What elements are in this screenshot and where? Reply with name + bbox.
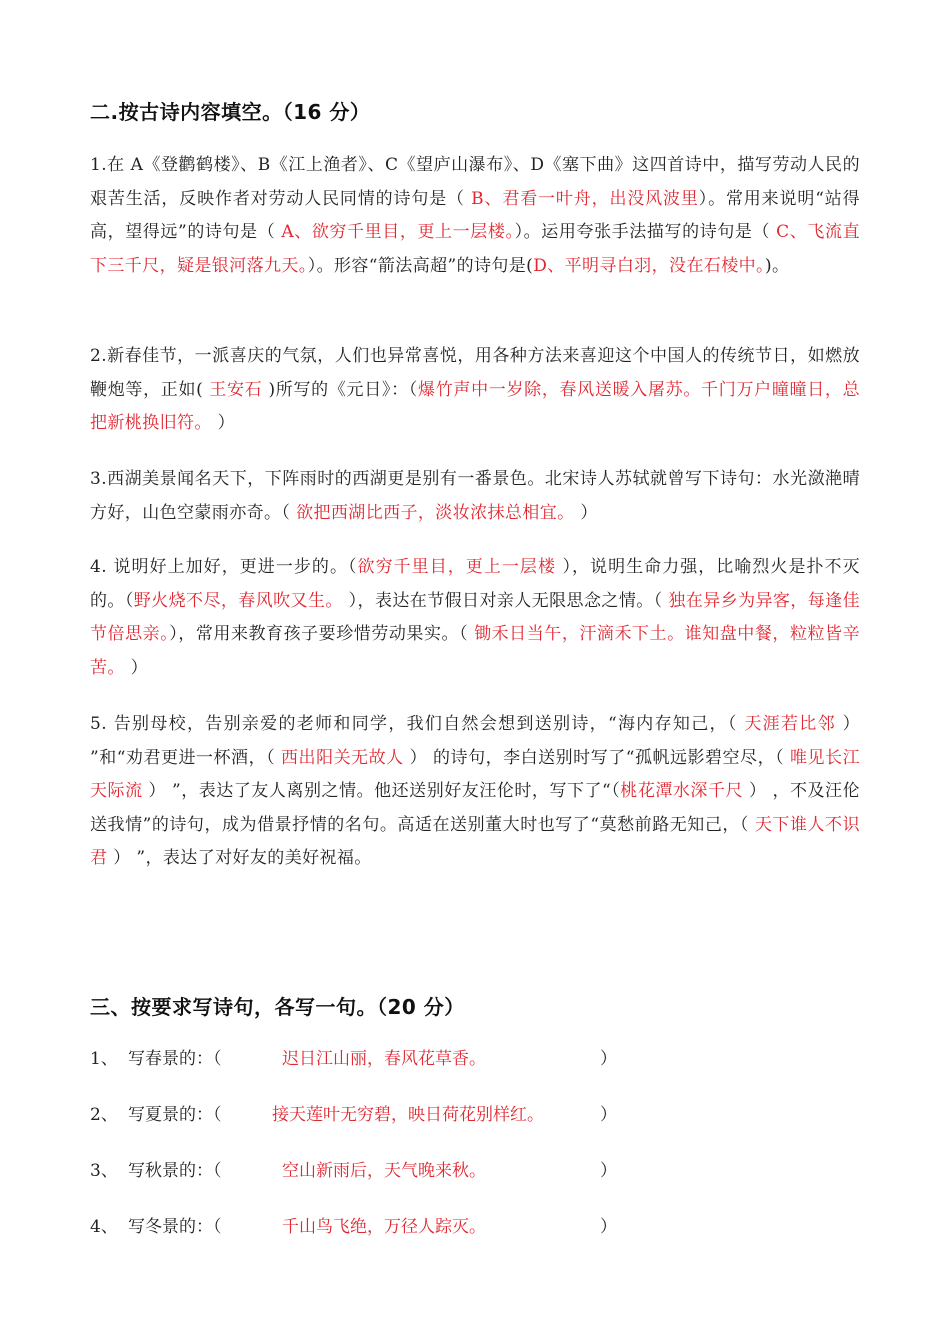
question-3: [90, 463, 860, 530]
poem-row-number: 2、: [90, 1105, 118, 1125]
question-5-answer-3: 唯见长江天际流: [90, 747, 860, 802]
question-1-answer-2: A、欲穷千里目，更上一层楼。: [281, 222, 515, 243]
question-5: [90, 708, 860, 876]
question-5-answer-4: 桃花潭水深千尺: [620, 781, 744, 802]
question-1-text-3: ）。运用夸张手法描写的诗句是（: [514, 222, 777, 243]
question-4-answer-2: 野火烧不尽，春风吹又生。: [133, 590, 343, 611]
poem-row-answer: 千山鸟飞绝，万径人踪灭。: [282, 1217, 486, 1237]
question-4-text-3: ），表达在节假日对亲人无限思念之情。（: [342, 590, 669, 611]
poem-row-winter: [90, 1212, 650, 1242]
poem-row-number: 3、: [90, 1161, 118, 1181]
question-1-text-5: )。: [764, 255, 790, 276]
poem-row-close-paren: ）: [600, 1217, 617, 1237]
question-1-text-1: 1.在 A《登鹳鹤楼》、B《江上渔者》、C《望庐山瀑布》、D《塞下曲》这四首诗中，描写劳动人民的艰苦生活，反映作者对劳动人民同情的诗句是（: [90, 155, 860, 209]
poem-row-spring: [90, 1044, 650, 1074]
poem-row-answer: 空山新雨后，天气晚来秋。: [282, 1161, 486, 1181]
poem-row-label: 写秋景的：（: [128, 1161, 222, 1181]
question-4-answer-3: 独在异乡为异客，每逢佳节倍思亲。: [90, 590, 860, 645]
question-5-text-1: 5. 告别母校，告别亲爱的老师和同学，我们自然会想到送别诗，“海内存知己，（: [90, 714, 745, 734]
question-2-text-1: 2.新春佳节，一派喜庆的气氛，人们也异常喜悦，用各种方法来喜迎这个中国人的传统节日，如燃放鞭炮等，正如(: [90, 346, 860, 400]
question-5-text-6: ） ”，表达了对好友的美好祝福。: [107, 848, 372, 869]
question-4-text-5: ）: [124, 657, 149, 678]
question-3-answer-1: 欲把西湖比西子，淡妆浓抹总相宜。: [296, 502, 575, 523]
question-1-text-4: ）。形容“箭法高超”的诗句是(: [307, 255, 534, 276]
question-2-answer-2: 爆竹声中一岁除，春风送暖入屠苏。千门万户曈曈日，总把新桃换旧符。: [90, 379, 860, 434]
question-5-answer-1: 天涯若比邻: [744, 714, 836, 734]
section-2-title: 二.按古诗内容填空。（16 分）: [90, 100, 371, 124]
question-3-text-2: ）: [574, 502, 598, 523]
poem-row-label: 写夏景的：（: [128, 1105, 222, 1125]
poem-row-close-paren: ）: [600, 1161, 617, 1181]
question-1-answer-3: C、飞流直下三千尺，疑是银河落九天。: [90, 222, 860, 276]
question-4-text-4: ），常用来教育孩子要珍惜劳动果实。（: [169, 624, 475, 645]
question-4-answer-4: 锄禾日当午，汗滴禾下土。谁知盘中餐，粒粒皆辛苦。: [90, 624, 860, 678]
question-1-answer-4: D、平明寻白羽，没在石棱中。: [533, 255, 765, 276]
question-3-text-1: 3.西湖美景闻名天下，下阵雨时的西湖更是别有一番景色。北宋诗人苏轼就曾写下诗句：水光潋滟晴方好，山色空蒙雨亦奇。（: [90, 469, 860, 523]
question-2-text-3: ）: [211, 413, 236, 434]
poem-row-number: 1、: [90, 1049, 118, 1069]
poem-row-label: 写春景的：（: [128, 1049, 222, 1069]
poem-row-label: 写冬景的：（: [128, 1217, 222, 1237]
question-1-text-2: ）。常用来说明“站得高，望得远”的诗句是（: [90, 188, 860, 243]
poem-row-answer: 接天莲叶无穷碧，映日荷花别样红。: [272, 1105, 544, 1125]
question-2-text-2: )所写的《元日》：（: [262, 379, 418, 400]
poem-row-summer: [90, 1100, 650, 1130]
question-5-answer-2: 西出阳关无故人: [281, 747, 404, 768]
question-2-answer-1: 王安石: [209, 379, 263, 400]
question-4: [90, 551, 860, 685]
poem-row-close-paren: ）: [600, 1049, 617, 1069]
poem-row-autumn: [90, 1156, 650, 1186]
question-5-text-3: ） 的诗句，李白送别时写了“孤帆远影碧空尽，（: [403, 747, 791, 768]
question-2: [90, 340, 860, 441]
question-1: [90, 149, 860, 283]
poem-row-answer: 迟日江山丽，春风花草香。: [282, 1049, 486, 1069]
question-5-text-2: ） ”和“劝君更进一杯酒，（: [90, 714, 860, 768]
poem-row-close-paren: ）: [600, 1105, 617, 1125]
question-5-answer-5: 天下谁人不识君: [90, 814, 860, 869]
question-5-text-4: ） ”，表达了友人离别之情。他还送别好友汪伦时，写下了“（: [142, 781, 621, 802]
poem-row-number: 4、: [90, 1217, 118, 1237]
question-4-text-1: 4. 说明好上加好，更进一步的。（: [90, 557, 358, 577]
question-4-answer-1: 欲穷千里目，更上一层楼: [357, 557, 556, 577]
section-3-title: 三、按要求写诗句，各写一句。（20 分）: [90, 995, 465, 1019]
question-4-text-2: ），说明生命力强，比喻烈火是扑不灭的。（: [90, 557, 860, 611]
question-5-text-5: ） ，不及汪伦送我情”的诗句，成为借景抒情的名句。高适在送别董大时也写了“莫愁前路无知己，（: [90, 781, 860, 835]
question-1-answer-1: B、君看一叶舟，出没风波里: [471, 188, 699, 209]
